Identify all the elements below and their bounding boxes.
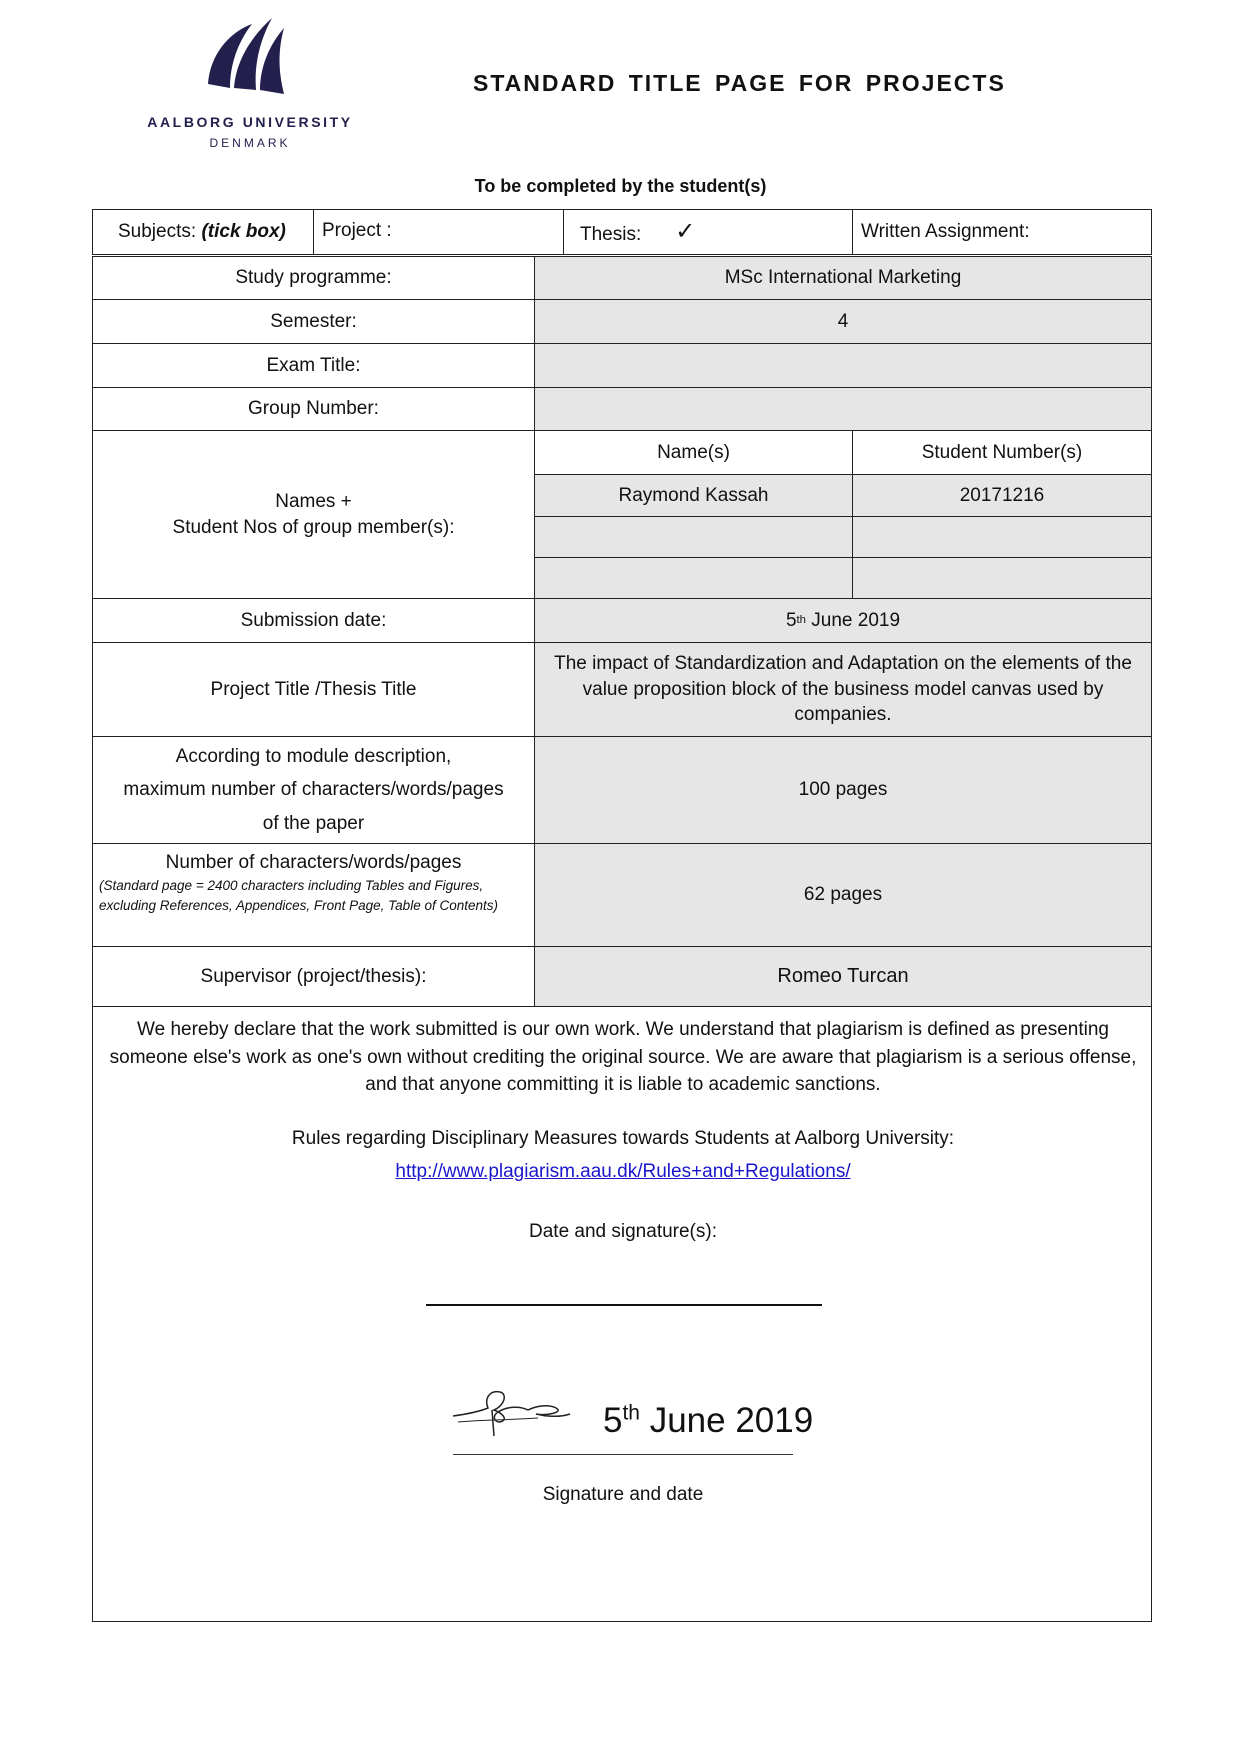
members-label-line2: Student Nos of group member(s): [172,516,455,538]
exam-title-label: Exam Title: [92,343,535,388]
signature-underline [453,1454,793,1455]
declaration-section [92,1006,1152,1622]
signature-and-date-label: Signature and date [542,1484,704,1505]
member-number[interactable] [852,557,1152,599]
university-country: DENMARK [209,136,291,150]
supervisor-value[interactable]: Romeo Turcan [534,946,1152,1007]
member-number[interactable] [852,516,1152,558]
signature-date-rest: June 2019 [639,1401,814,1440]
semester-value[interactable]: 4 [534,299,1152,344]
thesis-label: Thesis: [580,224,642,246]
member-name[interactable] [534,516,853,558]
supervisor-label: Supervisor (project/thesis): [92,946,535,1007]
length-label [92,843,535,947]
max-length-line1: According to module description, [175,746,452,768]
rules-link[interactable]: http://www.plagiarism.aau.dk/Rules+and+Regulations/ [395,1161,851,1182]
member-number[interactable]: 20171216 [852,474,1152,517]
project-title-label: Project Title /Thesis Title [92,642,535,737]
project-title-value[interactable]: The impact of Standardization and Adaptation on the elements of the value proposition block of the business model canvas used by companies. [534,642,1152,737]
member-name[interactable]: Raymond Kassah [534,474,853,517]
declaration-text: We hereby declare that the work submitted is our own work. We understand that plagiarism is defined as presenting someone else's work as one's own without crediting the original source. We are aware that plagiarism is a serious offense, and that anyone committing it is liable to academic sanctions. [109,1019,1137,1096]
max-length-label [92,736,535,844]
university-logo [140,14,360,154]
handwritten-signature [448,1384,578,1444]
submission-date-rest: June 2019 [806,609,901,631]
page-title: STANDARD TITLE PAGE FOR PROJECTS [473,70,1006,96]
project-label: Project : [322,220,392,241]
submission-date-label: Submission date: [92,598,535,643]
student-numbers-header: Student Number(s) [852,430,1152,475]
length-value[interactable]: 62 pages [534,843,1152,947]
thesis-checkbox-cell[interactable] [563,209,853,255]
members-label [92,430,535,599]
checkmark-icon: ✓ [675,217,696,245]
exam-title-value[interactable] [534,343,1152,388]
page-subtitle: To be completed by the student(s) [474,176,767,196]
signature-line [426,1304,822,1306]
length-label-text: Number of characters/words/pages [165,852,462,873]
rules-text: Rules regarding Disciplinary Measures towards Students at Aalborg University: [291,1128,955,1149]
max-length-line3: of the paper [262,812,365,834]
submission-date-day: 5 [785,609,797,631]
semester-label: Semester: [92,299,535,344]
subjects-cell [92,209,314,255]
submission-date-suffix: th [796,613,807,626]
study-programme-label: Study programme: [92,256,535,300]
members-label-line1: Names + [275,490,352,512]
date-signature-label: Date and signature(s): [529,1221,717,1242]
subjects-hint: (tick box) [201,221,286,243]
max-length-line2: maximum number of characters/words/pages [123,779,504,801]
signature-date [603,1401,813,1441]
signature-date-suffix: th [622,1401,640,1425]
max-length-value[interactable]: 100 pages [534,736,1152,844]
written-assignment-label: Written Assignment: [861,221,1030,243]
member-name[interactable] [534,557,853,599]
group-number-label: Group Number: [92,387,535,431]
project-checkbox-cell[interactable] [313,209,564,255]
names-header: Name(s) [534,430,853,475]
study-programme-value[interactable]: MSc International Marketing [534,256,1152,300]
signature-date-day: 5 [603,1401,623,1440]
university-waves-icon [200,14,300,109]
submission-date-value[interactable] [534,598,1152,643]
university-name: AALBORG UNIVERSITY [147,114,353,130]
subjects-label: Subjects: [118,221,197,243]
length-note: (Standard page = 2400 characters including Tables and Figures, excluding References, Appendices, Front Page, Table of Contents) [99,877,498,913]
written-assignment-checkbox-cell[interactable] [852,209,1152,255]
group-number-value[interactable] [534,387,1152,431]
